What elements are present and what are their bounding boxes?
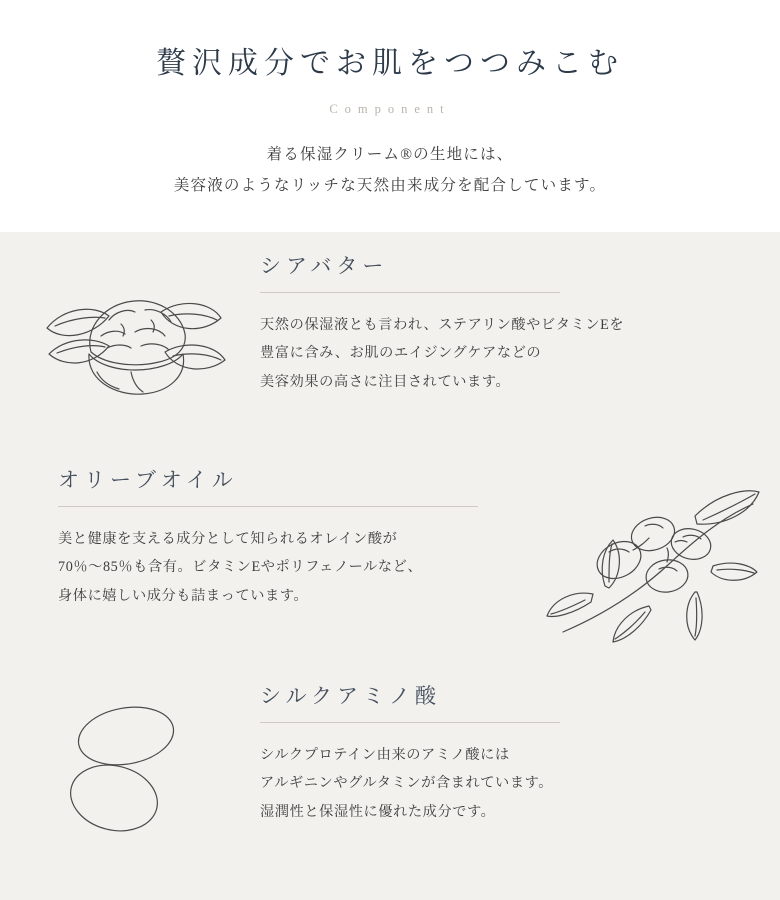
body-line-1: 美と健康を支える成分として知られるオレイン酸が xyxy=(58,531,398,547)
ingredients-section xyxy=(0,232,780,900)
silk-amino-acid-text xyxy=(260,680,780,826)
ingredient-title: シルクアミノ酸 xyxy=(260,684,442,708)
title-divider xyxy=(58,506,478,507)
title-divider xyxy=(260,292,560,293)
shea-nut-illustration xyxy=(0,250,260,408)
shea-butter-text xyxy=(260,250,780,396)
olive-branch-illustration xyxy=(530,464,780,652)
silk-cocoon-illustration xyxy=(0,680,260,848)
title-divider xyxy=(260,722,560,723)
body-line-3: 湿潤性と保湿性に優れた成分です。 xyxy=(260,803,496,820)
page-lead xyxy=(0,117,780,201)
olive-oil-text xyxy=(0,464,530,610)
ingredient-body xyxy=(260,311,750,396)
page-title: 贅沢成分でお肌をつつみこむ xyxy=(156,47,624,80)
body-line-3: 身体に嬉しい成分も詰まっています。 xyxy=(58,587,309,604)
page-subtitle: Component xyxy=(329,102,451,116)
ingredient-item-shea-butter xyxy=(0,250,780,408)
ingredient-title: オリーブオイル xyxy=(58,468,238,492)
page-lead-line-1: 着る保湿クリーム®の生地には、 xyxy=(266,146,514,163)
ingredient-title: シアバター xyxy=(260,254,389,278)
body-line-2: 70％〜85％も含有。ビタミンEやポリフェノールなど、 xyxy=(58,559,423,576)
ingredient-item-olive-oil xyxy=(0,464,780,652)
body-line-1: シルクプロテイン由来のアミノ酸には xyxy=(260,747,510,763)
body-line-2: 豊富に含み、お肌のエイジングケアなどの xyxy=(260,345,542,362)
body-line-2: アルギニンやグルタミンが含まれています。 xyxy=(260,775,554,792)
ingredient-item-silk-amino-acid xyxy=(0,680,780,848)
page-lead-line-2: 美容液のようなリッチな天然由来成分を配合しています。 xyxy=(173,177,607,194)
page-header xyxy=(0,0,780,232)
body-line-1: 天然の保湿液とも言われ、ステアリン酸やビタミンEを xyxy=(260,317,625,333)
ingredient-body xyxy=(260,741,750,826)
ingredient-body xyxy=(58,525,510,610)
body-line-3: 美容効果の高さに注目されています。 xyxy=(260,373,511,390)
